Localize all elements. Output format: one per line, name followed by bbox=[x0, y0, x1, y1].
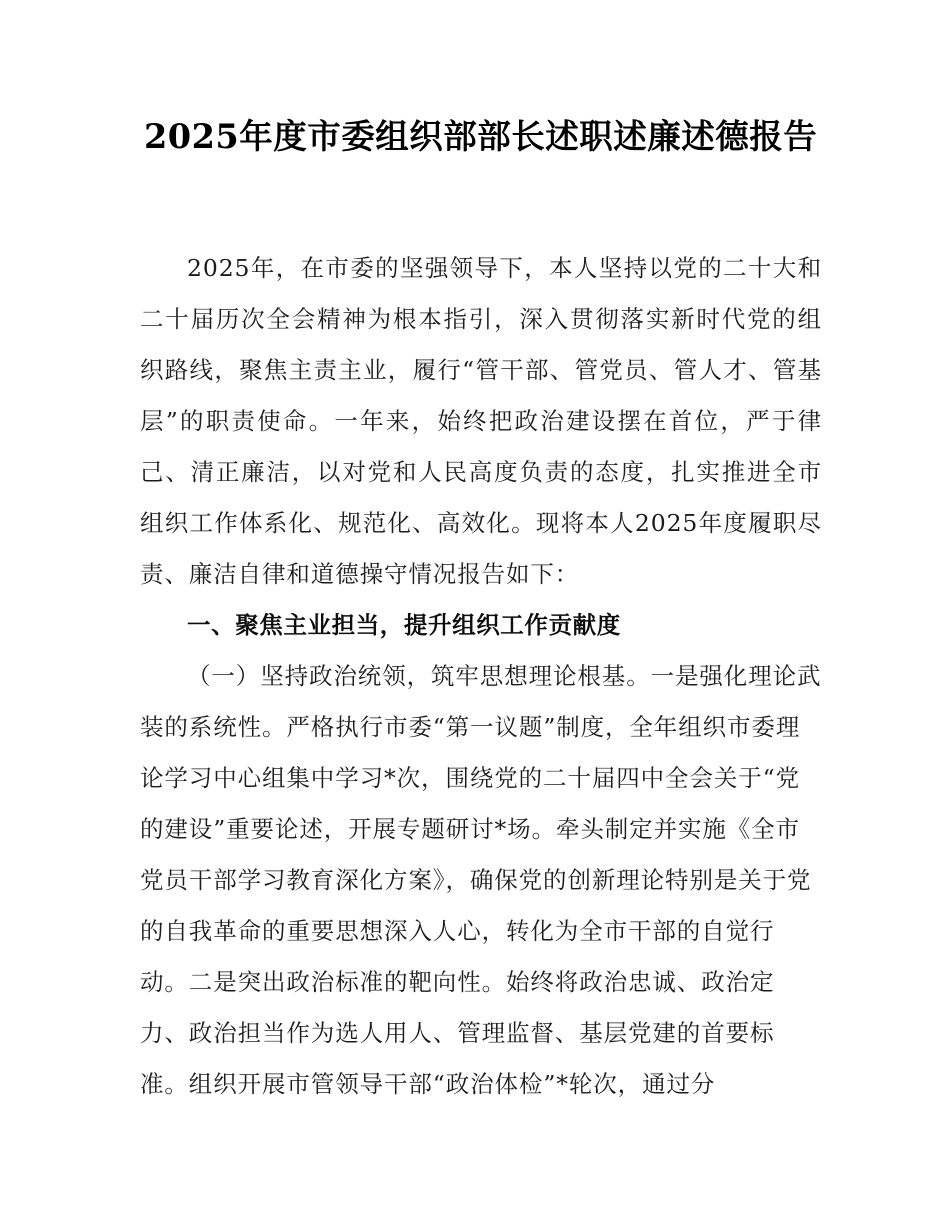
subsection-one-paragraph: （一）坚持政治统领，筑牢思想理论根基。一是强化理论武装的系统性。严格执行市委“第一议题”制度，全年组织市委理论学习中心组集中学习*次，围绕党的二十届四中全会关于“党的建设”重要论述，开展专题研讨*场。牵头制定并实施《全市党员干部学习教育深化方案》，确保党的创新理论特别是关于党的自我革命的重要思想深入人心，转化为全市干部的自觉行动。二是突出政治标准的靶向性。始终将政治忠诚、政治定力、政治担当作为选人用人、管理监督、基层党建的首要标准。组织开展市管领导干部“政治体检”*轮次，通过分 bbox=[140, 662, 822, 1098]
opening-paragraph: 2025年，在市委的坚强领导下，本人坚持以党的二十大和二十届历次全会精神为根本指引，深入贯彻落实新时代党的组织路线，聚焦主责主业，履行“管干部、管党员、管人才、管基层”的职责使命。一年来，始终把政治建设摆在首位，严于律己、清正廉洁，以对党和人民高度负责的态度，扎实推进全市组织工作体系化、规范化、高效化。现将本人2025年度履职尽责、廉洁自律和道德操守情况报告如下： bbox=[140, 254, 822, 588]
document-content bbox=[140, 243, 822, 1110]
section-heading-one: 一、聚焦主业担当，提升组织工作贡献度 bbox=[187, 611, 621, 639]
page-title: 2025年度市委组织部部长述职述廉述德报告 bbox=[144, 117, 818, 156]
